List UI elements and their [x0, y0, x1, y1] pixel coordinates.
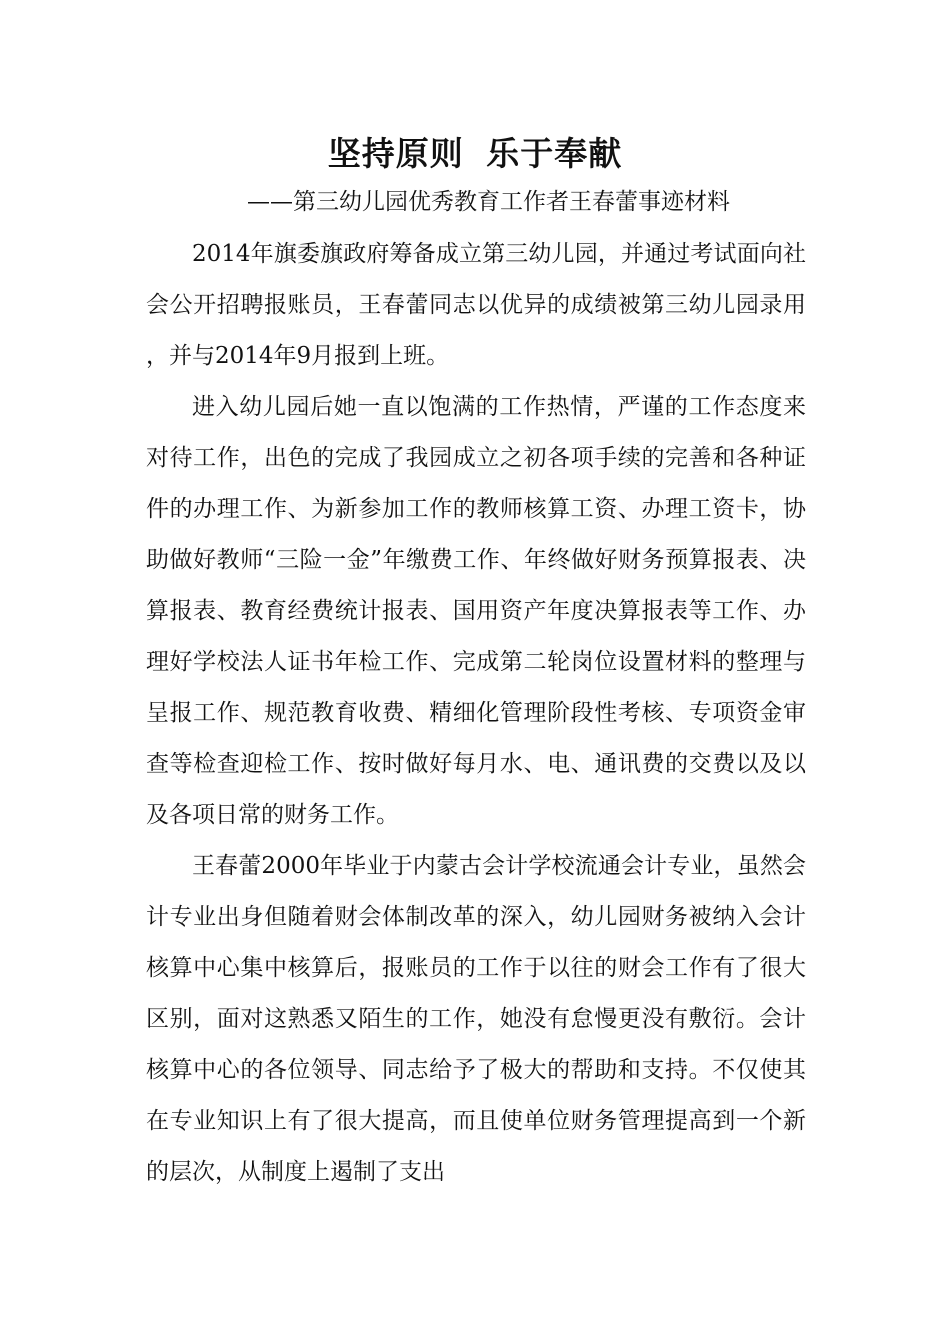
- paragraph-1: 2014年旗委旗政府筹备成立第三幼儿园，并通过考试面向社会公开招聘报账员，王春蕾同志以优异的成绩被第三幼儿园录用，并与2014年9月报到上班。: [146, 241, 806, 369]
- document-body: [146, 229, 806, 1198]
- paragraph-2: 进入幼儿园后她一直以饱满的工作热情，严谨的工作态度来对待工作，出色的完成了我园成立之初各项手续的完善和各种证件的办理工作、为新参加工作的教师核算工资、办理工资卡，协助做好教师“三险一金”年缴费工作、年终做好财务预算报表、决算报表、教育经费统计报表、国用资产年度决算报表等工作、办理好学校法人证书年检工作、完成第二轮岗位设置材料的整理与呈报工作、规范教育收费、精细化管理阶段性考核、专项资金审查等检查迎检工作、按时做好每月水、电、通讯费的交费以及以及各项日常的财务工作。: [146, 394, 806, 828]
- paragraph-3: 王春蕾2000年毕业于内蒙古会计学校流通会计专业，虽然会计专业出身但随着财会体制改革的深入，幼儿园财务被纳入会计核算中心集中核算后，报账员的工作于以往的财会工作有了很大区别，面对这熟悉又陌生的工作，她没有怠慢更没有敷衍。会计核算中心的各位领导、同志给予了极大的帮助和支持。不仅使其在专业知识上有了很大提高，而且使单位财务管理提高到一个新的层次，从制度上遏制了支出: [146, 853, 806, 1185]
- document-subtitle: ——第三幼儿园优秀教育工作者王春蕾事迹材料: [247, 189, 730, 215]
- document-title: 坚持原则 乐于奉献: [327, 134, 623, 173]
